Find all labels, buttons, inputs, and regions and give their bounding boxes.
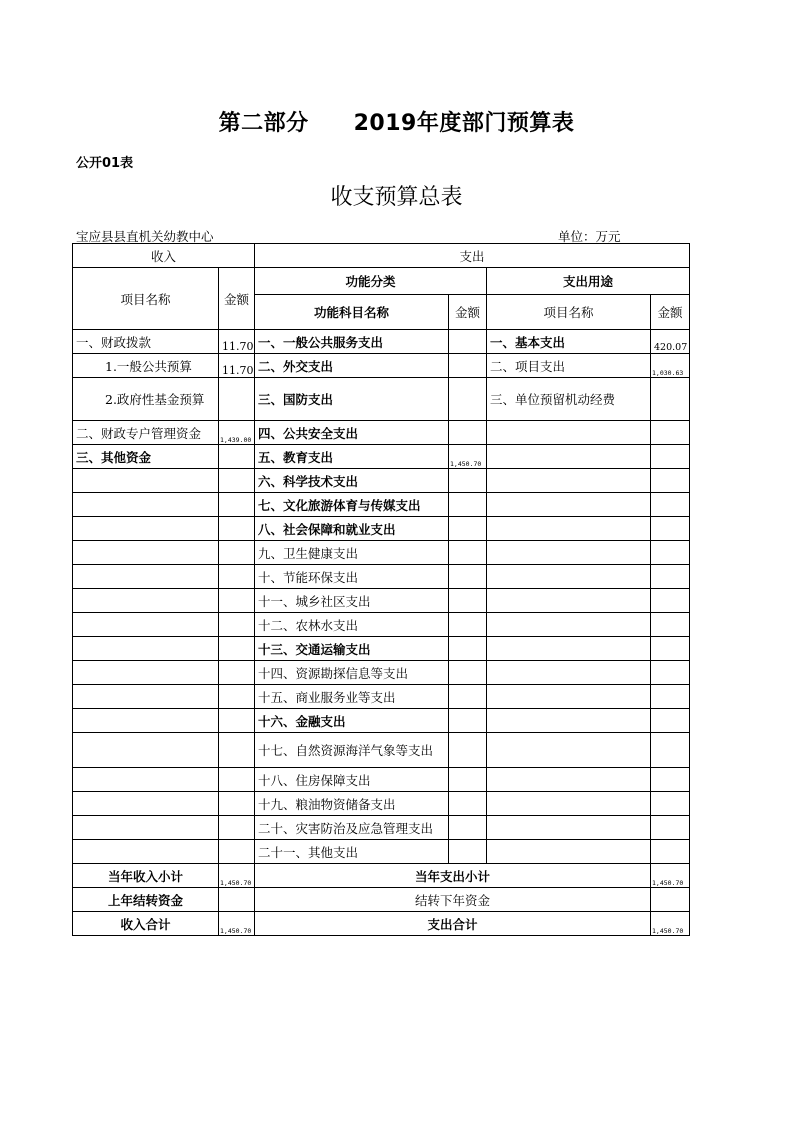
income-item-header: 项目名称 — [73, 268, 219, 330]
income-label: 一、财政拨款 — [73, 330, 219, 354]
empty-cell — [73, 541, 219, 565]
empty-cell — [219, 792, 255, 816]
header-row-2 — [73, 268, 690, 295]
income-subtotal-label: 当年收入小计 — [73, 864, 219, 888]
empty-cell — [219, 709, 255, 733]
use-amount-header: 金额 — [651, 295, 690, 330]
func-label: 十六、金融支出 — [255, 709, 449, 733]
expense-subtotal-amount: 1,450.70 — [651, 864, 690, 888]
empty-cell — [73, 637, 219, 661]
table-row — [73, 637, 690, 661]
table-row — [73, 541, 690, 565]
income-amount: 11.70 — [219, 354, 255, 378]
use-amount — [651, 378, 690, 421]
empty-cell — [449, 685, 487, 709]
table-row — [73, 354, 690, 378]
empty-cell — [651, 816, 690, 840]
table-row — [73, 445, 690, 469]
func-item-header: 功能科目名称 — [255, 295, 449, 330]
empty-cell — [73, 517, 219, 541]
empty-cell — [449, 493, 487, 517]
empty-cell — [449, 469, 487, 493]
empty-cell — [449, 661, 487, 685]
empty-cell — [487, 733, 651, 768]
page-title: 第二部分 2019年度部门预算表 — [218, 111, 575, 136]
empty-cell — [651, 589, 690, 613]
empty-cell — [651, 517, 690, 541]
table-row — [73, 840, 690, 864]
table-row — [73, 565, 690, 589]
empty-cell — [487, 613, 651, 637]
empty-cell — [449, 565, 487, 589]
func-label: 二十一、其他支出 — [255, 840, 449, 864]
empty-cell — [219, 768, 255, 792]
empty-cell — [449, 768, 487, 792]
table-row — [73, 613, 690, 637]
table-row — [73, 661, 690, 685]
empty-cell — [449, 517, 487, 541]
unit-label: 单位：万元 — [558, 229, 621, 244]
func-amount — [449, 421, 487, 445]
empty-cell — [219, 541, 255, 565]
empty-cell — [219, 733, 255, 768]
empty-cell — [449, 840, 487, 864]
empty-cell — [73, 565, 219, 589]
income-subtotal-amount: 1,450.70 — [219, 864, 255, 888]
empty-cell — [487, 541, 651, 565]
table-row — [73, 378, 690, 421]
empty-cell — [219, 469, 255, 493]
empty-cell — [219, 685, 255, 709]
exp-use-header: 支出用途 — [487, 268, 690, 295]
empty-cell — [651, 637, 690, 661]
budget-summary-table — [72, 243, 690, 936]
empty-cell — [487, 709, 651, 733]
empty-cell — [487, 421, 651, 445]
income-total-label: 收入合计 — [73, 912, 219, 936]
empty-cell — [219, 517, 255, 541]
func-amount — [449, 378, 487, 421]
func-amount — [449, 354, 487, 378]
table-row — [73, 421, 690, 445]
empty-cell — [73, 792, 219, 816]
empty-cell — [219, 637, 255, 661]
func-label: 十九、粮油物资储备支出 — [255, 792, 449, 816]
income-label: 2.政府性基金预算 — [73, 378, 219, 421]
empty-cell — [449, 792, 487, 816]
empty-cell — [219, 589, 255, 613]
income-amount — [219, 378, 255, 421]
income-amount-header: 金额 — [219, 268, 255, 330]
empty-cell — [73, 589, 219, 613]
income-label: 二、财政专户管理资金 — [73, 421, 219, 445]
empty-cell — [487, 565, 651, 589]
empty-cell — [73, 709, 219, 733]
empty-cell — [219, 613, 255, 637]
empty-cell — [73, 613, 219, 637]
empty-cell — [487, 589, 651, 613]
func-class-header: 功能分类 — [255, 268, 487, 295]
empty-cell — [449, 613, 487, 637]
func-amount: 1,450.70 — [449, 445, 487, 469]
func-label: 十四、资源勘探信息等支出 — [255, 661, 449, 685]
header-row-1 — [73, 244, 690, 268]
empty-cell — [449, 733, 487, 768]
carryover-in-amount — [219, 888, 255, 912]
func-label: 一、一般公共服务支出 — [255, 330, 449, 354]
carryover-in-label: 上年结转资金 — [73, 888, 219, 912]
empty-cell — [651, 733, 690, 768]
func-label: 五、教育支出 — [255, 445, 449, 469]
empty-cell — [651, 421, 690, 445]
empty-cell — [487, 517, 651, 541]
empty-cell — [487, 816, 651, 840]
empty-cell — [487, 685, 651, 709]
func-label: 十二、农林水支出 — [255, 613, 449, 637]
empty-cell — [449, 816, 487, 840]
func-label: 十三、交通运输支出 — [255, 637, 449, 661]
empty-cell — [487, 768, 651, 792]
empty-cell — [219, 840, 255, 864]
func-label: 十、节能环保支出 — [255, 565, 449, 589]
func-label: 九、卫生健康支出 — [255, 541, 449, 565]
empty-cell — [651, 768, 690, 792]
empty-cell — [651, 445, 690, 469]
table-title: 收支预算总表 — [330, 185, 463, 210]
empty-cell — [449, 541, 487, 565]
empty-cell — [73, 661, 219, 685]
empty-cell — [73, 840, 219, 864]
subtotal-row — [73, 864, 690, 888]
empty-cell — [219, 816, 255, 840]
use-item-header: 项目名称 — [487, 295, 651, 330]
income-total-amount: 1,450.70 — [219, 912, 255, 936]
table-row — [73, 709, 690, 733]
empty-cell — [487, 792, 651, 816]
empty-cell — [651, 469, 690, 493]
expense-header: 支出 — [255, 244, 690, 268]
table-row — [73, 330, 690, 354]
income-header: 收入 — [73, 244, 255, 268]
empty-cell — [73, 493, 219, 517]
func-label: 三、国防支出 — [255, 378, 449, 421]
empty-cell — [651, 541, 690, 565]
func-label: 二十、灾害防治及应急管理支出 — [255, 816, 449, 840]
func-label: 十五、商业服务业等支出 — [255, 685, 449, 709]
carryover-out-label: 结转下年资金 — [255, 888, 651, 912]
func-amount — [449, 330, 487, 354]
empty-cell — [651, 565, 690, 589]
org-name: 宝应县县直机关幼教中心 — [76, 229, 214, 244]
income-label: 1.一般公共预算 — [73, 354, 219, 378]
func-amount-header: 金额 — [449, 295, 487, 330]
empty-cell — [73, 469, 219, 493]
func-label: 十七、自然资源海洋气象等支出 — [255, 733, 449, 768]
empty-cell — [73, 768, 219, 792]
income-label: 三、其他资金 — [73, 445, 219, 469]
expense-subtotal-label: 当年支出小计 — [255, 864, 651, 888]
use-amount: 1,030.63 — [651, 354, 690, 378]
income-amount: 1,439.00 — [219, 421, 255, 445]
func-label: 六、科学技术支出 — [255, 469, 449, 493]
empty-cell — [651, 709, 690, 733]
empty-cell — [219, 493, 255, 517]
expense-total-amount: 1,450.70 — [651, 912, 690, 936]
table-row — [73, 469, 690, 493]
func-label: 七、文化旅游体育与传媒支出 — [255, 493, 449, 517]
table-row — [73, 768, 690, 792]
empty-cell — [73, 733, 219, 768]
table-row — [73, 816, 690, 840]
empty-cell — [449, 709, 487, 733]
empty-cell — [651, 493, 690, 517]
table-row — [73, 517, 690, 541]
empty-cell — [487, 661, 651, 685]
empty-cell — [219, 661, 255, 685]
func-label: 十八、住房保障支出 — [255, 768, 449, 792]
empty-cell — [651, 613, 690, 637]
table-row — [73, 733, 690, 768]
use-label: 一、基本支出 — [487, 330, 651, 354]
form-number: 公开01表 — [76, 156, 134, 171]
empty-cell — [487, 637, 651, 661]
empty-cell — [449, 589, 487, 613]
expense-total-label: 支出合计 — [255, 912, 651, 936]
empty-cell — [219, 565, 255, 589]
table-row — [73, 589, 690, 613]
empty-cell — [651, 661, 690, 685]
empty-cell — [651, 840, 690, 864]
empty-cell — [487, 840, 651, 864]
use-amount: 420.07 — [651, 330, 690, 354]
carryover-row — [73, 888, 690, 912]
empty-cell — [73, 685, 219, 709]
empty-cell — [487, 493, 651, 517]
income-amount: 11.70 — [219, 330, 255, 354]
func-label: 八、社会保障和就业支出 — [255, 517, 449, 541]
use-label: 三、单位预留机动经费 — [487, 378, 651, 421]
empty-cell — [487, 469, 651, 493]
income-amount — [219, 445, 255, 469]
func-label: 十一、城乡社区支出 — [255, 589, 449, 613]
empty-cell — [651, 792, 690, 816]
table-row — [73, 685, 690, 709]
func-label: 二、外交支出 — [255, 354, 449, 378]
table-row — [73, 792, 690, 816]
empty-cell — [487, 445, 651, 469]
empty-cell — [651, 685, 690, 709]
func-label: 四、公共安全支出 — [255, 421, 449, 445]
total-row — [73, 912, 690, 936]
carryover-out-amount — [651, 888, 690, 912]
use-label: 二、项目支出 — [487, 354, 651, 378]
table-row — [73, 493, 690, 517]
empty-cell — [449, 637, 487, 661]
empty-cell — [73, 816, 219, 840]
